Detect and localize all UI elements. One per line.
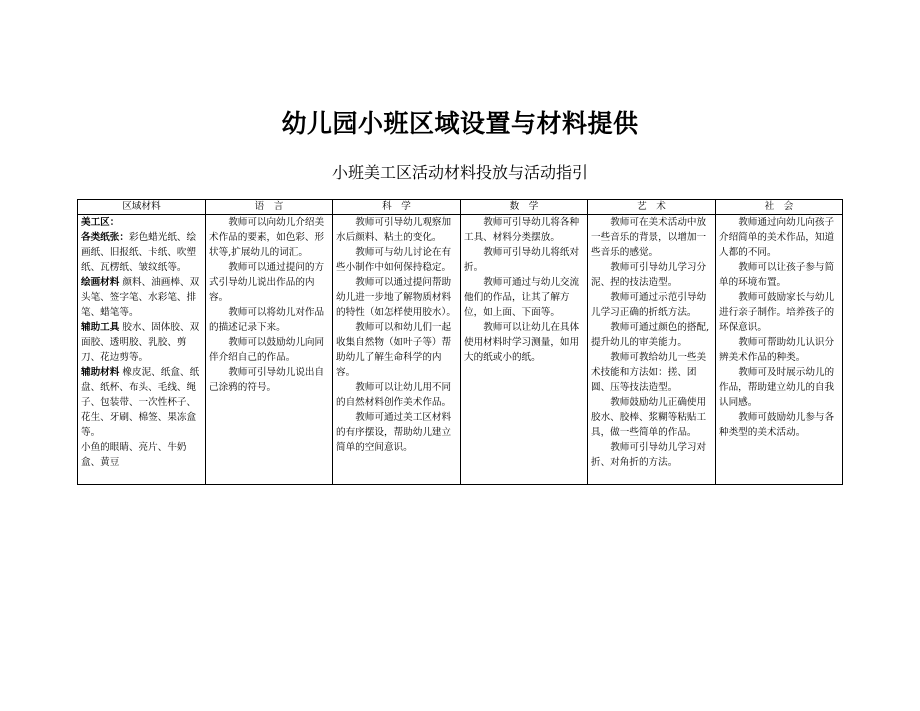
material-group-label: 辅助工具 xyxy=(81,322,120,333)
list-item: 教师可及时展示幼儿的作品，帮助建立幼儿的自我认同感。 xyxy=(719,367,835,408)
list-item: 教师可帮助幼儿认识分辨美术作品的种类。 xyxy=(719,337,835,363)
material-group-text: 橡皮泥、纸盒、纸盘、纸杯、布头、毛线、绳子、包装带、一次性杯子、花生、牙刷、棉签、果冻盒等。 xyxy=(81,367,200,438)
area-label: 美工区： xyxy=(81,217,120,228)
header-language: 语 言 xyxy=(206,200,333,215)
document-title: 幼儿园小班区域设置与材料提供 xyxy=(281,109,639,138)
materials-cell xyxy=(78,215,206,485)
header-art: 艺 术 xyxy=(588,200,716,215)
list-item: 教师鼓励幼儿正确使用胶水、胶棒、浆糊等粘贴工具，做一些简单的作品。 xyxy=(591,397,707,438)
list-item: 教师可与幼儿讨论在有些小制作中如何保持稳定。 xyxy=(336,247,452,273)
material-group-text: 颜料、油画棒、双头笔、签字笔、水彩笔、排笔、蜡笔等。 xyxy=(81,277,200,318)
list-item: 教师可以和幼儿们一起收集自然物（如叶子等）帮助幼儿了解生命科学的内容。 xyxy=(336,322,452,378)
header-science: 科 学 xyxy=(333,200,461,215)
list-item: 教师可通过与幼儿交流他们的作品，让其了解方位，如上面、下面等。 xyxy=(464,277,580,318)
list-item: 教师可通过美工区材料的有序摆设，帮助幼儿建立简单的空间意识。 xyxy=(336,412,452,453)
math-cell xyxy=(461,215,588,485)
list-item: 教师可以让孩子参与简单的环境布置。 xyxy=(719,262,835,288)
material-group-label: 辅助材料 xyxy=(81,367,120,378)
art-cell xyxy=(588,215,716,485)
list-item: 教师可以鼓励幼儿向同伴介绍自己的作品。 xyxy=(209,337,325,363)
list-item: 教师可在美术活动中放一些音乐的背景，以增加一些音乐的感觉。 xyxy=(591,217,707,258)
list-item: 教师可鼓励幼儿参与各种类型的美术活动。 xyxy=(719,412,835,438)
list-item: 教师可以将幼儿对作品的描述记录下来。 xyxy=(209,307,325,333)
list-item: 教师可引导幼儿学习分泥、捏的技法造型。 xyxy=(591,262,707,288)
language-cell xyxy=(206,215,333,485)
list-item: 教师通过向幼儿向孩子介绍简单的美术作品，知道人都的不同。 xyxy=(719,217,835,258)
science-cell xyxy=(333,215,461,485)
table-header-row xyxy=(78,200,843,215)
list-item: 教师可以向幼儿介绍美术作品的要素，如色彩、形状等,扩展幼儿的词汇。 xyxy=(209,217,325,258)
activity-table xyxy=(77,199,843,485)
material-group-label: 各类纸张： xyxy=(81,232,129,243)
list-item: 教师可引导幼儿将各种工具、材料分类摆放。 xyxy=(464,217,580,243)
material-group-text: 彩色蜡光纸、绘画纸、旧报纸、卡纸、吹塑纸、瓦楞纸、皱纹纸等。 xyxy=(81,232,197,273)
material-extra: 小鱼的眼睛、亮片、牛奶盒、黄豆 xyxy=(81,442,187,468)
social-cell xyxy=(716,215,843,485)
header-social: 社 会 xyxy=(716,200,843,215)
table-row xyxy=(78,215,843,485)
material-group-text: 胶水、固体胶、双面胶、透明胶、乳胶、剪刀、花边剪等。 xyxy=(81,322,200,363)
list-item: 教师可通过颜色的搭配,提升幼儿的审美能力。 xyxy=(591,322,710,348)
material-group-label: 绘画材料 xyxy=(81,277,120,288)
list-item: 教师可引导幼儿将纸对折。 xyxy=(464,247,580,273)
list-item: 教师可鼓励家长与幼儿进行亲子制作。培养孩子的环保意识。 xyxy=(719,292,835,333)
list-item: 教师可引导幼儿学习对折、对角折的方法。 xyxy=(591,442,707,468)
header-materials: 区域材料 xyxy=(78,200,206,215)
list-item: 教师可以通过提问帮助幼儿进一步地了解物质材料的特性（如怎样使用胶水）。 xyxy=(336,277,456,318)
header-math: 数 学 xyxy=(461,200,588,215)
list-item: 教师可以通过提问的方式引导幼儿说出作品的内容。 xyxy=(209,262,325,303)
list-item: 教师可以让幼儿在具体使用材料时学习测量，如用大的纸或小的纸。 xyxy=(464,322,580,363)
list-item: 教师可通过示范引导幼儿学习正确的折纸方法。 xyxy=(591,292,707,318)
list-item: 教师可教给幼儿一些美术技能和方法如：搓、团圆、压等技法造型。 xyxy=(591,352,707,393)
list-item: 教师可引导幼儿观察加水后颜料、粘土的变化。 xyxy=(336,217,452,243)
list-item: 教师可引导幼儿说出自己涂鸦的符号。 xyxy=(209,367,325,393)
document-subtitle: 小班美工区活动材料投放与活动指引 xyxy=(331,163,588,182)
list-item: 教师可以让幼儿用不同的自然材料创作美术作品。 xyxy=(336,382,452,408)
